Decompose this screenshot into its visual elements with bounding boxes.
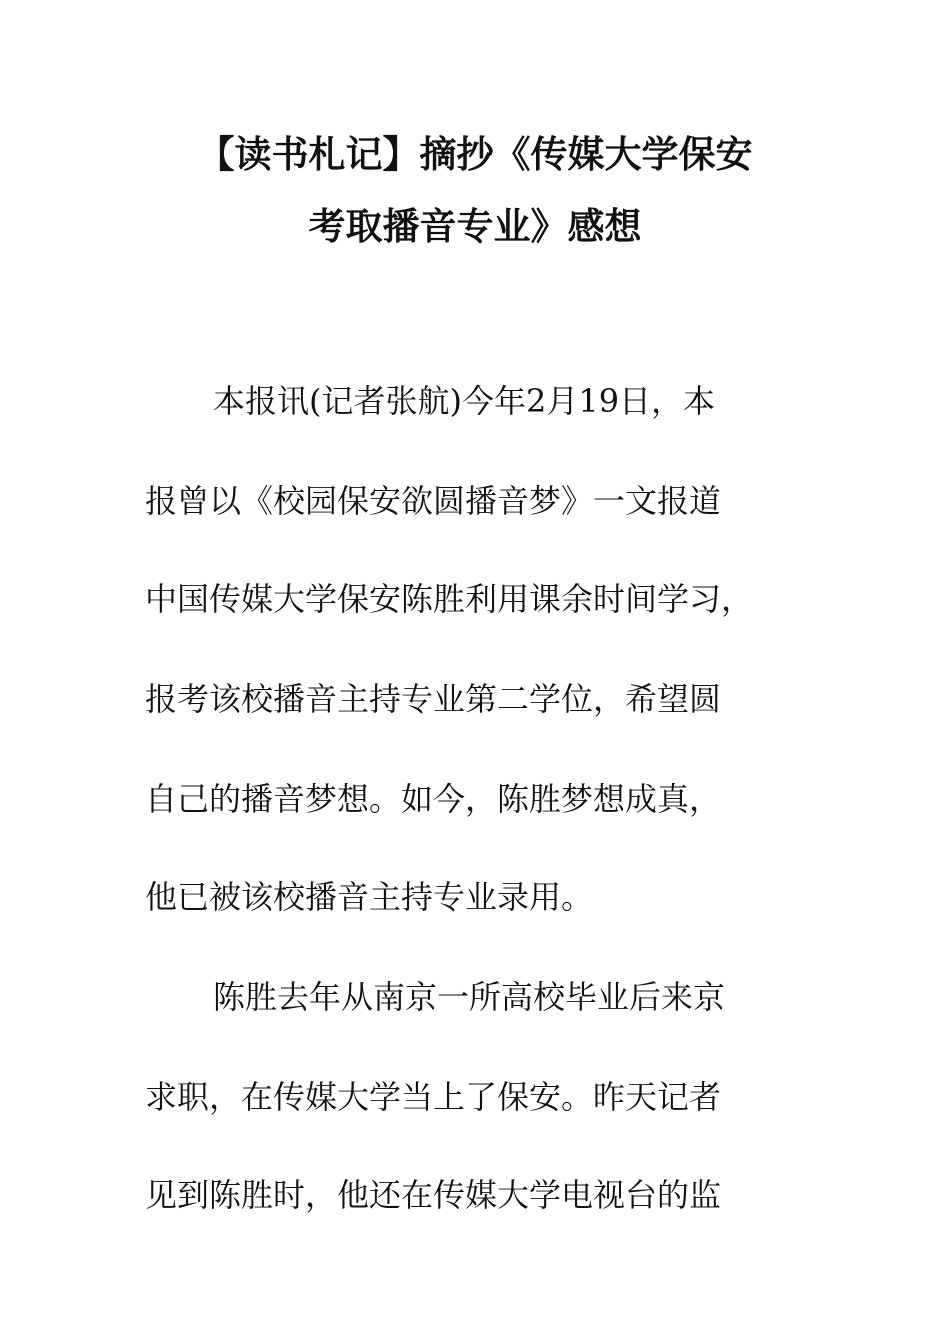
paragraph-1-line-6: 他已被该校播音主持专业录用。 xyxy=(145,878,594,916)
paragraph-1-line-2: 报曾以《校园保安欲圆播音梦》一文报道 xyxy=(145,482,722,520)
paragraph-2-line-2: 求职，在传媒大学当上了保安。昨天记者 xyxy=(145,1078,722,1116)
paragraph-1-line-5: 自己的播音梦想。如今，陈胜梦想成真， xyxy=(145,780,722,818)
paragraph-1-line-4: 报考该校播音主持专业第二学位，希望圆 xyxy=(145,680,722,718)
document-title-line-1: 【读书札记】摘抄《传媒大学保安 xyxy=(197,133,753,176)
paragraph-2-line-1: 陈胜去年从南京一所高校毕业后来京 xyxy=(213,978,726,1016)
document-title-line-2: 考取播音专业》感想 xyxy=(308,205,642,248)
paragraph-1-line-1: 本报讯(记者张航)今年2月19日，本 xyxy=(213,382,716,420)
paragraph-1-line-3: 中国传媒大学保安陈胜利用课余时间学习， xyxy=(145,580,754,618)
paragraph-2-line-3: 见到陈胜时，他还在传媒大学电视台的监 xyxy=(145,1176,722,1214)
